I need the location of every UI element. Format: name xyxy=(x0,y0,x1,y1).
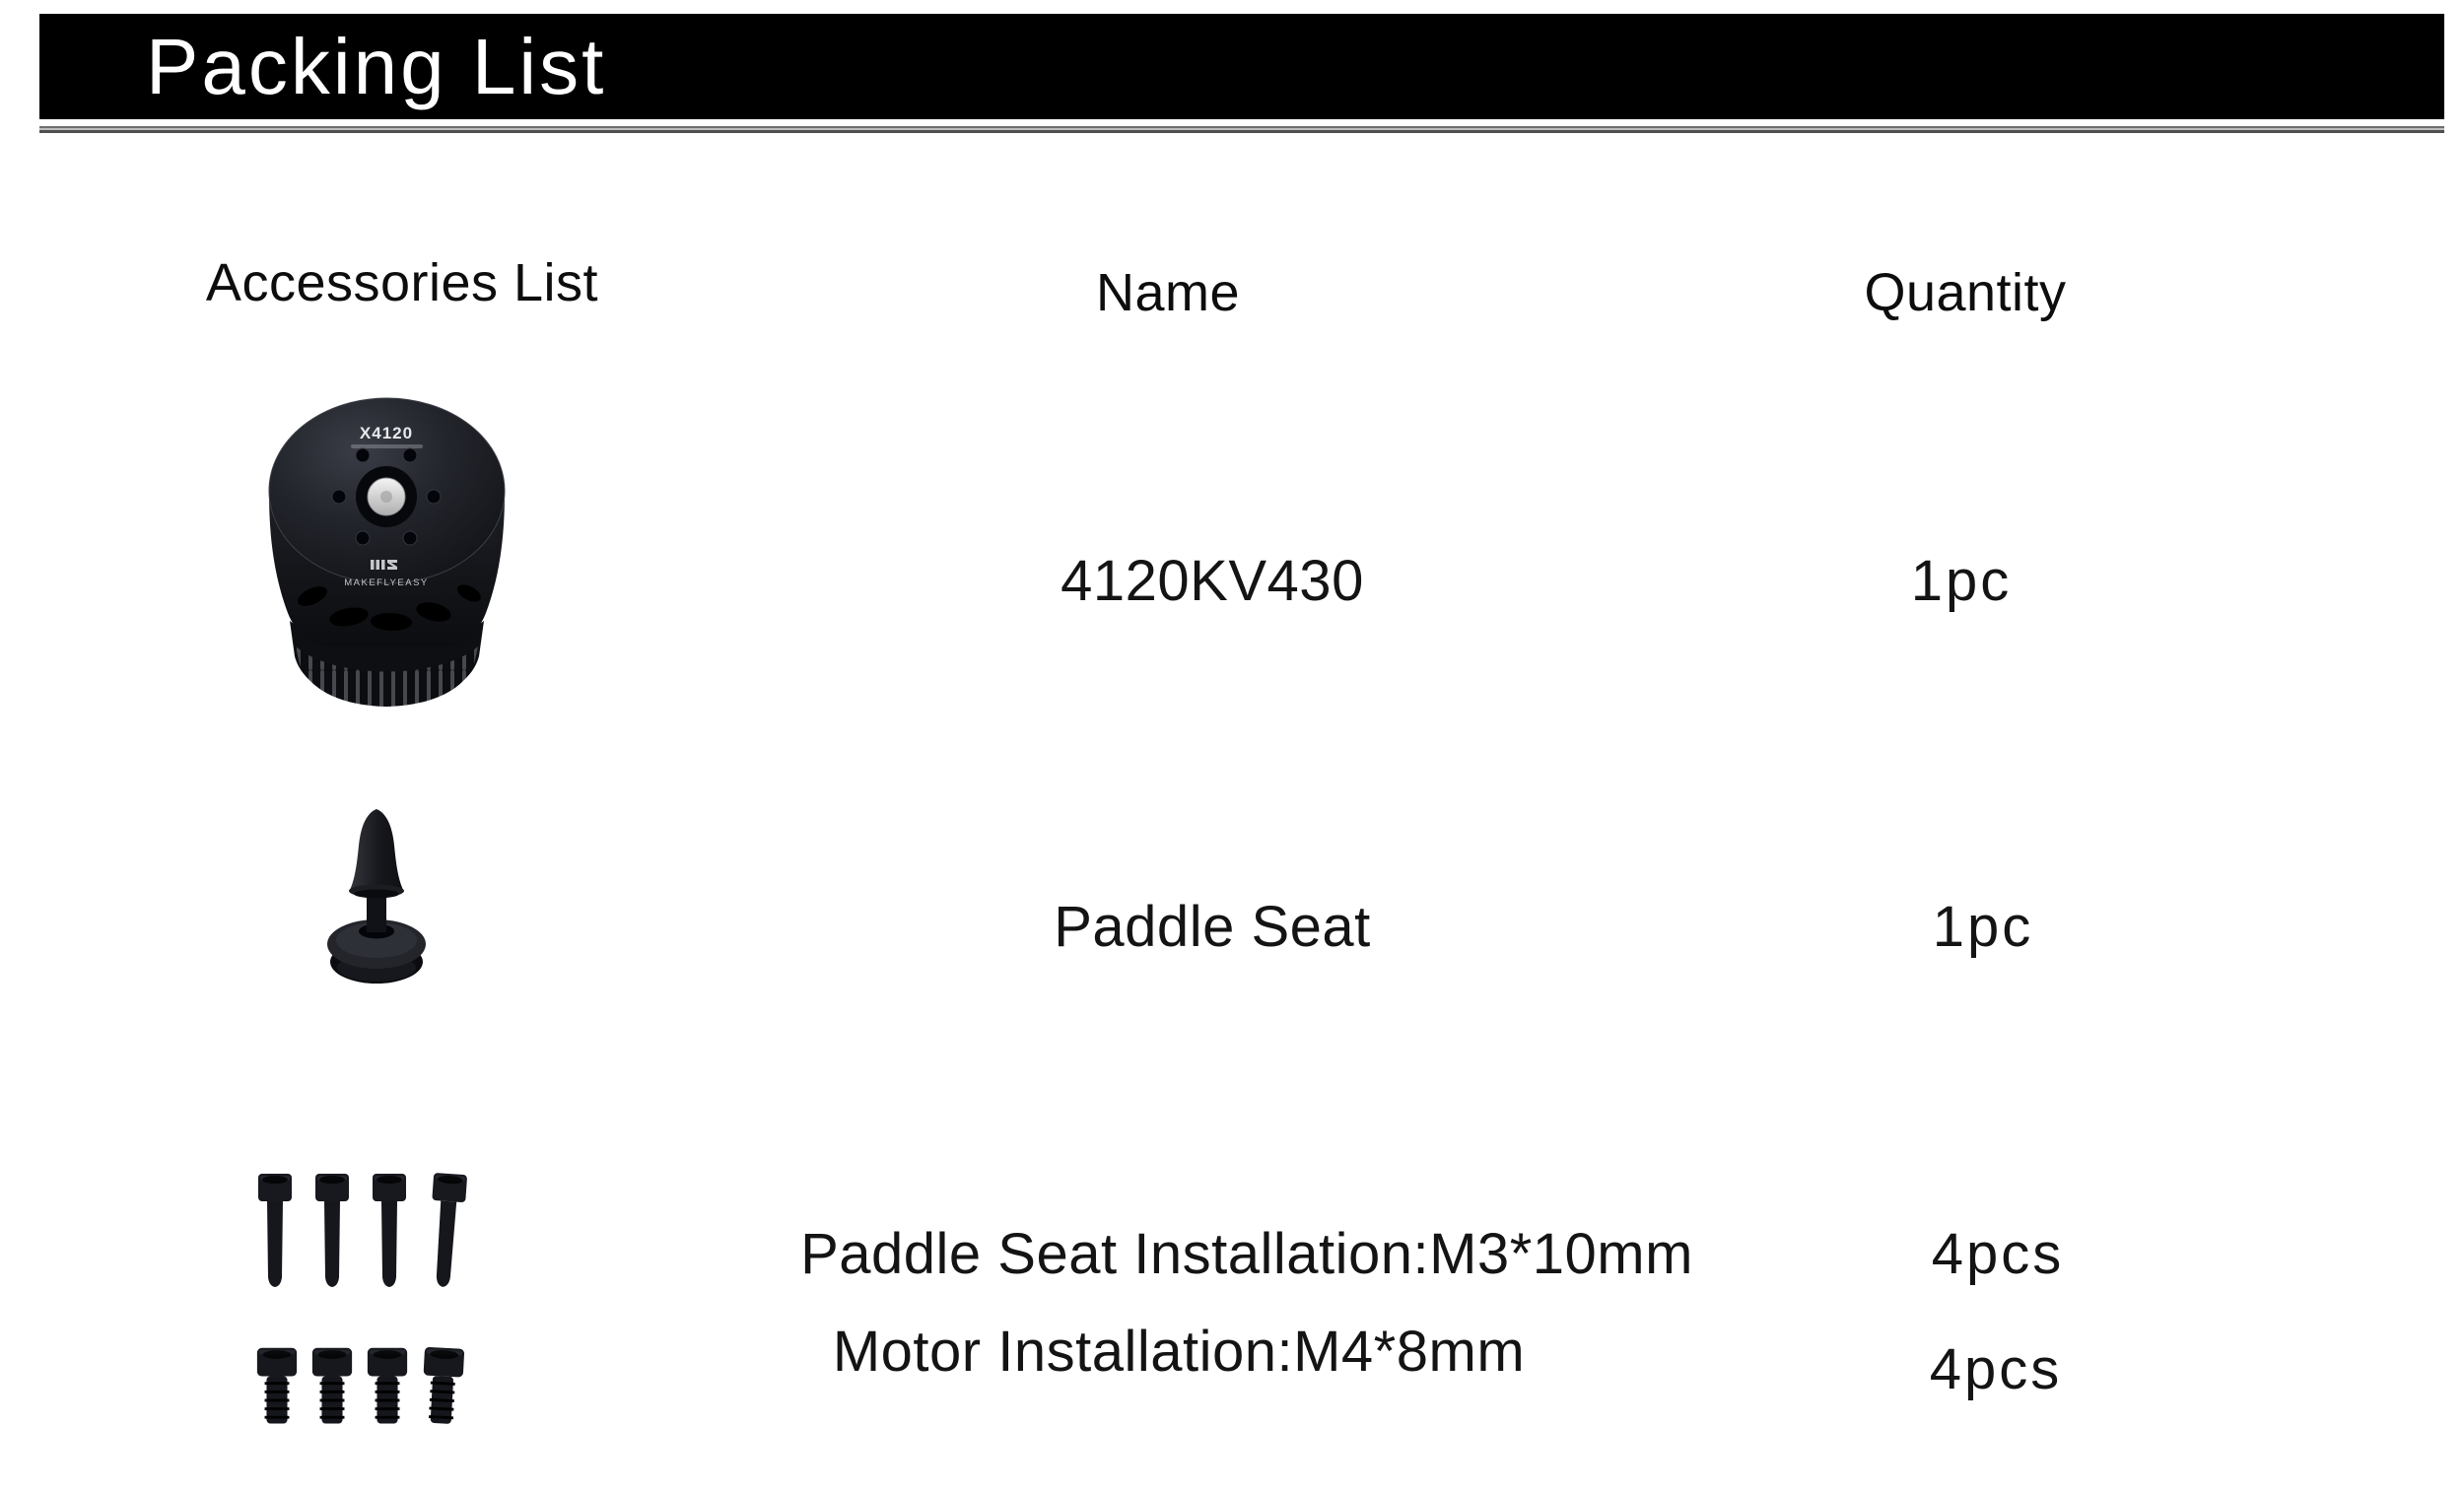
motor-image xyxy=(266,394,508,708)
page-title: Packing List xyxy=(146,22,607,110)
motor-spec-line xyxy=(351,444,423,448)
column-header-quantity: Quantity xyxy=(1864,263,2067,322)
screw-m3-icon xyxy=(367,1171,412,1295)
screw-m3-icon xyxy=(252,1171,298,1295)
motor-model-label: X4120 xyxy=(359,424,414,442)
item-name: 4120KV430 xyxy=(1061,549,1364,613)
item-quantity: 1pc xyxy=(1910,549,2013,613)
screw-m4-icon xyxy=(309,1344,355,1433)
paddle-seat-image xyxy=(319,804,434,997)
item-quantity: 4pcs xyxy=(1929,1337,2063,1401)
screw-m3-icon xyxy=(420,1170,474,1297)
screw-m4-icon xyxy=(254,1344,300,1433)
short-screws-image xyxy=(254,1344,465,1433)
long-screws-image xyxy=(252,1171,469,1295)
title-underline xyxy=(39,126,2444,133)
column-header-name: Name xyxy=(1095,263,1241,322)
item-quantity: 1pc xyxy=(1932,895,2034,959)
screw-m4-icon xyxy=(418,1343,468,1434)
item-quantity: 4pcs xyxy=(1931,1222,2065,1286)
screw-m4-icon xyxy=(365,1344,410,1433)
motor-brand-label: MAKEFLYEASY xyxy=(344,577,429,588)
item-name: Paddle Seat Installation:M3*10mm xyxy=(800,1222,1693,1286)
column-header-accessories: Accessories List xyxy=(205,253,599,312)
item-name: Motor Installation:M4*8mm xyxy=(832,1320,1526,1384)
screw-m3-icon xyxy=(309,1171,355,1295)
item-name: Paddle Seat xyxy=(1054,895,1371,959)
title-bar xyxy=(39,14,2444,119)
